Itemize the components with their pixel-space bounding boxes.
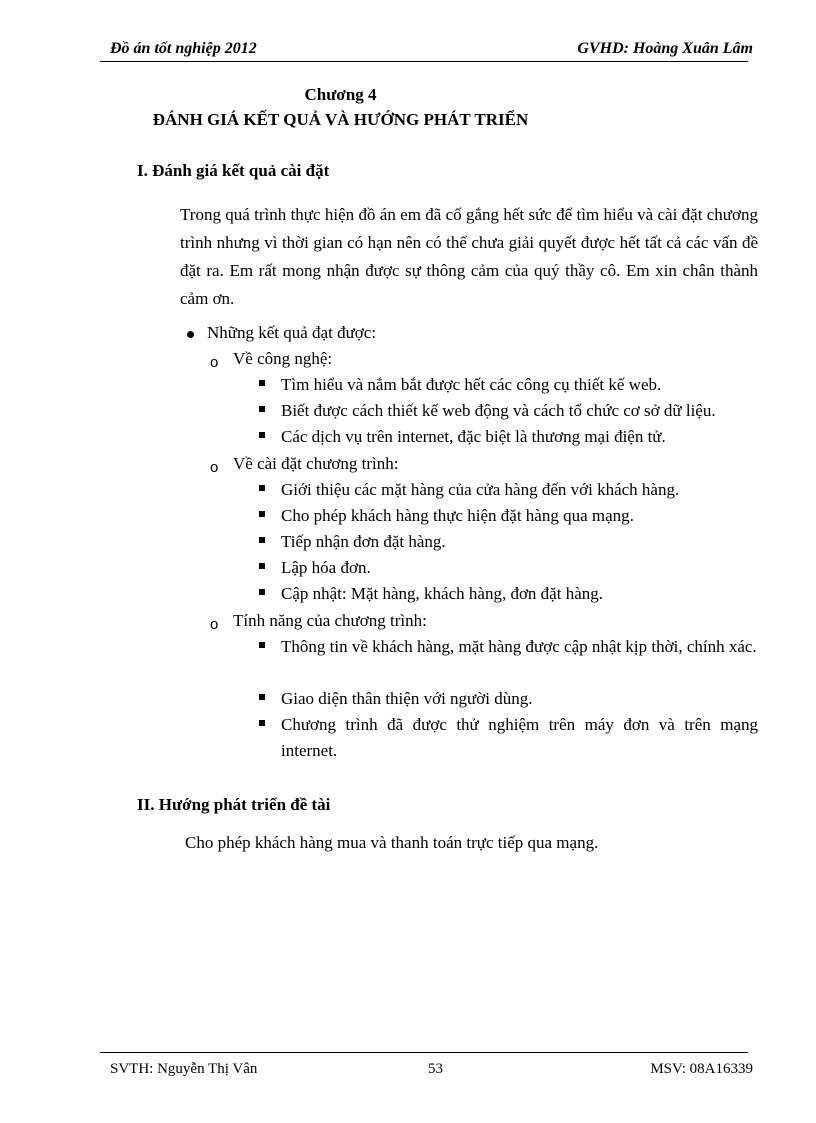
list-item: Lập hóa đơn. [281,558,371,577]
circle-bullet-icon: o [210,616,219,633]
group-label: Tính năng của chương trình: [233,611,427,630]
bullet-dot-icon [187,331,194,338]
square-bullet-icon [259,406,265,412]
section-2-heading: II. Hướng phát triển đề tài [137,795,331,814]
results-bullet-text: Những kết quả đạt được: [207,323,377,342]
page-number: 53 [428,1061,443,1077]
group-label: Về công nghệ: [233,349,333,368]
chapter-number: Chương 4 [304,85,377,104]
footer-student: SVTH: Nguyễn Thị Vân [110,1061,258,1077]
list-item: Chương trình đã được thử nghiệm trên máy đơn và trên mạng internet. [281,715,758,760]
circle-bullet-icon: o [210,459,219,476]
square-bullet-icon [259,720,265,726]
section-1-paragraph: Trong quá trình thực hiện đồ án em đã cố gắng hết sức để tìm hiểu và cài đặt chương trình nhưng vì thời gian có hạn nên có thể chưa giải quyết được hết tất cả các vấn đề đặt ra. Em rất mong nhận được sự thông cảm của quý thầy cô. Em xin chân thành cảm ơn. [180,205,758,308]
square-bullet-icon [259,511,265,517]
group-label: Về cài đặt chương trình: [233,454,399,473]
header-right-text: GVHD: Hoàng Xuân Lâm [577,40,753,57]
square-bullet-icon [259,485,265,491]
list-item: Tiếp nhận đơn đặt hàng. [281,532,446,551]
square-bullet-icon [259,432,265,438]
chapter-title: ĐÁNH GIÁ KẾT QUẢ VÀ HƯỚNG PHÁT TRIỂN [152,110,529,129]
square-bullet-icon [259,380,265,386]
footer-divider [100,1052,748,1053]
square-bullet-icon [259,589,265,595]
list-item: Cho phép khách hàng thực hiện đặt hàng qua mạng. [281,506,634,525]
list-item: Biết được cách thiết kế web động và cách tổ chức cơ sở dữ liệu. [281,401,716,420]
list-item: Giao diện thân thiện với người dùng. [281,689,533,708]
footer-student-id: MSV: 08A16339 [650,1061,753,1077]
list-item: Cập nhật: Mặt hàng, khách hàng, đơn đặt hàng. [281,584,603,603]
header-left-text: Đồ án tốt nghiệp 2012 [110,40,257,57]
square-bullet-icon [259,694,265,700]
square-bullet-icon [259,537,265,543]
list-item: Tìm hiểu và nắm bắt được hết các công cụ thiết kế web. [281,375,662,394]
section-2-text: Cho phép khách hàng mua và thanh toán trực tiếp qua mạng. [185,833,599,852]
circle-bullet-icon: o [210,354,219,371]
square-bullet-icon [259,563,265,569]
list-item: Thông tin về khách hàng, mặt hàng được cập nhật kịp thời, chính xác. [281,637,757,656]
section-1-heading: I. Đánh giá kết quả cài đặt [137,161,330,180]
square-bullet-icon [259,642,265,648]
list-item: Các dịch vụ trên internet, đặc biệt là thương mại điện tử. [281,427,666,446]
list-item: Giới thiệu các mặt hàng của cửa hàng đến với khách hàng. [281,480,680,499]
